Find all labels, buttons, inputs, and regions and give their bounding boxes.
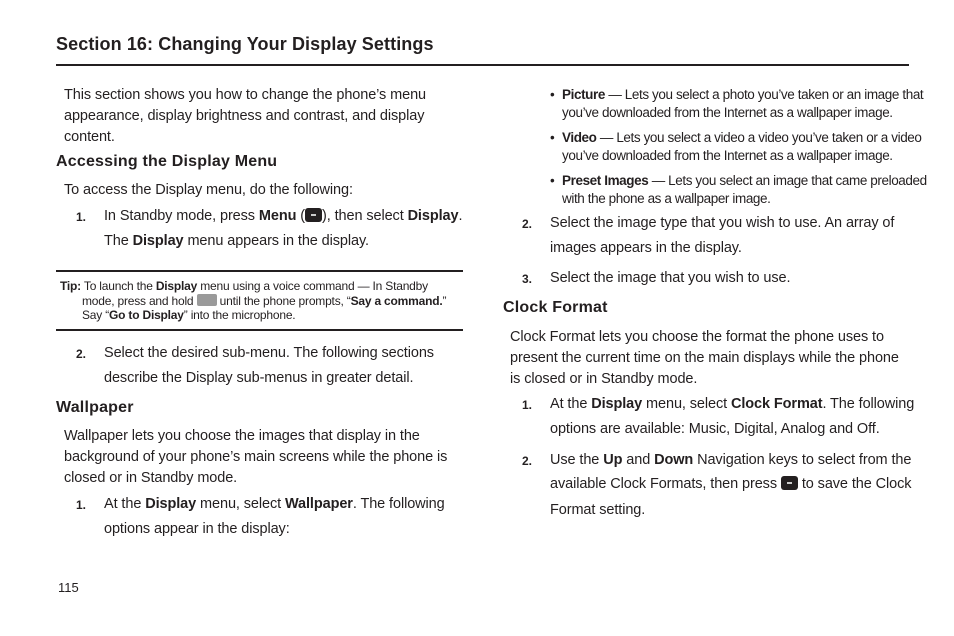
tip-line-2: mode, press and hold until the phone prompts, “Say a command.” (82, 294, 447, 308)
voice-key-icon (197, 294, 217, 306)
bullet-video-line-2: you’ve downloaded from the Internet as a wallpaper image. (562, 148, 893, 163)
image-step-3: Select the image that you wish to use. (550, 270, 791, 286)
step-1-line-2: The Display menu appears in the display. (104, 233, 369, 249)
wallpaper-intro: Wallpaper lets you choose the images that display in the background of your phone’s main screens while the phone is closed or in Standby mode. (64, 428, 448, 486)
clock-step-1-line-2: options are available: Music, Digital, Analog and Off. (550, 421, 880, 437)
access-intro: To access the Display menu, do the following: (64, 182, 353, 198)
step-2-line-1: Select the desired sub-menu. The following sections (104, 345, 434, 361)
step-number: 1. (76, 210, 87, 224)
page-title: Section 16: Changing Your Display Settings (56, 34, 434, 54)
wallpaper-step-1-line-2: options appear in the display: (104, 521, 290, 537)
clock-step-1-line-1: At the Display menu, select Clock Format. The following (550, 396, 915, 412)
heading-clock-format: Clock Format (503, 299, 608, 316)
wallpaper-step-1-line-1: At the Display menu, select Wallpaper. The following (104, 496, 445, 512)
step-number: 2. (522, 217, 533, 231)
clock-step-2-line-3: Format setting. (550, 502, 646, 518)
bullet-picture-line-2: you’ve downloaded from the Internet as a wallpaper image. (562, 105, 893, 120)
step-number: 1. (522, 398, 533, 412)
bullet-marker: • (550, 87, 555, 102)
step-1-line-1: In Standby mode, press Menu ( ), then select Display. (104, 208, 463, 224)
clock-format-intro: Clock Format lets you choose the format the phone uses to present the current time on the main displays while the phone is closed or in Standby mode. (510, 329, 899, 387)
tip-line-1: Tip: To launch the Display menu using a voice command — In Standby (60, 279, 428, 293)
heading-accessing-display-menu: Accessing the Display Menu (56, 153, 278, 170)
step-number: 2. (76, 347, 87, 361)
step-number: 1. (76, 498, 87, 512)
image-step-2-line-2: images appears in the display. (550, 240, 742, 256)
step-number: 3. (522, 272, 533, 286)
step-number: 2. (522, 454, 533, 468)
page-number: 115 (58, 580, 79, 595)
intro-paragraph: This section shows you how to change the phone’s menu appearance, display brightness and contrast, and display content. (64, 87, 426, 145)
image-step-2-line-1: Select the image type that you wish to use. An array of (550, 215, 895, 231)
bullet-marker: • (550, 173, 555, 188)
bullet-preset-images: Preset Images — Lets you select an image that came preloaded (562, 173, 927, 188)
tip-line-3: Say “Go to Display” into the microphone. (82, 308, 296, 322)
bullet-video: Video — Lets you select a video a video you’ve taken or a video (562, 130, 922, 145)
heading-wallpaper: Wallpaper (56, 399, 134, 416)
menu-key-icon (305, 208, 322, 222)
bullet-preset-images-line-2: with the phone as a wallpaper image. (562, 191, 771, 206)
step-2-line-2: describe the Display sub-menus in greater detail. (104, 370, 414, 386)
clock-step-2-line-1: Use the Up and Down Navigation keys to select from the (550, 452, 912, 468)
ok-key-icon (781, 476, 798, 490)
bullet-picture: Picture — Lets you select a photo you’ve taken or an image that (562, 87, 924, 102)
title-rule (56, 64, 909, 66)
bullet-marker: • (550, 130, 555, 145)
clock-step-2-line-2: available Clock Formats, then press to save the Clock (550, 476, 912, 492)
